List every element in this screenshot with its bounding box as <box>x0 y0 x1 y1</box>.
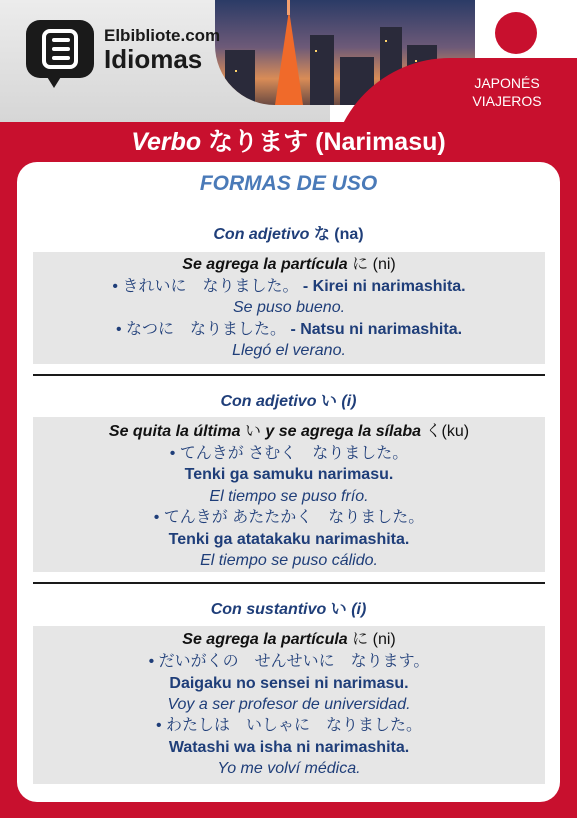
logo-tail <box>44 72 64 88</box>
logo-icon <box>26 20 94 78</box>
example-translation: Voy a ser profesor de universidad. <box>167 696 411 713</box>
rule-char: に <box>352 256 369 273</box>
rule-suffix: (ni) <box>372 631 396 648</box>
title-romaji: (Narimasu) <box>315 128 446 156</box>
page-title <box>0 124 577 160</box>
section-divider <box>33 582 545 584</box>
heading-suffix: (i) <box>351 601 367 618</box>
rule-char2: く <box>425 423 442 440</box>
example-jp-line <box>33 443 545 464</box>
tag-audience: VIAJEROS <box>472 93 542 109</box>
example-romaji: Daigaku no sensei ni narimasu. <box>169 675 409 692</box>
example-translation: Yo me volví médica. <box>217 760 361 777</box>
category-tag <box>452 74 562 110</box>
example-romaji: Tenki ga samuku narimasu. <box>184 466 394 483</box>
header-banner <box>0 0 577 122</box>
title-jp: なります <box>208 128 309 156</box>
example-dash: - <box>298 278 313 295</box>
example-romaji-end: narimashita. <box>366 278 466 295</box>
example-particle: ni <box>352 278 367 295</box>
example-jp: • だいがくの せんせいに なります。 <box>148 653 430 670</box>
rule-lead: Se agrega la partícula <box>182 256 348 273</box>
japan-flag-icon <box>495 12 537 54</box>
rule-line <box>33 421 545 442</box>
section-divider <box>33 374 545 376</box>
example-jp-line <box>33 507 545 528</box>
example-romaji: Watashi wa isha ni narimashita. <box>168 739 410 756</box>
rule-lead: Se quita la última <box>108 423 241 440</box>
heading-char: い <box>330 601 347 618</box>
example-translation: Se puso bueno. <box>232 299 346 316</box>
rule-suffix: (ku) <box>441 423 470 440</box>
example-jp: • わたしは いしゃに なりました。 <box>155 717 423 734</box>
heading-main: Con adjetivo <box>220 393 317 410</box>
rule-line <box>33 629 545 650</box>
example-jp-line <box>33 715 545 736</box>
heading-char: い <box>320 393 337 410</box>
section-heading-i-adjective <box>0 388 577 411</box>
example-romaji: Kirei <box>312 278 353 295</box>
rule-suffix: (ni) <box>372 256 396 273</box>
tokyo-tower-icon <box>275 10 303 105</box>
brand-name: Idiomas <box>104 44 203 74</box>
example-romaji: Tenki ga atatakaku narimashita. <box>168 531 410 548</box>
example-romaji: Natsu <box>300 321 350 338</box>
subtitle: FORMAS DE USO <box>199 172 378 195</box>
example-jp: • きれいに なりました。 <box>112 278 299 295</box>
example-dash: - <box>286 321 301 338</box>
example-line <box>33 276 545 297</box>
heading-char: な <box>313 226 330 243</box>
heading-main: Con sustantivo <box>210 601 327 618</box>
example-romaji-end: narimashita. <box>363 321 463 338</box>
rule-line <box>33 254 545 275</box>
tag-language: JAPONÉS <box>474 75 540 91</box>
section-heading-noun <box>0 596 577 619</box>
rule-lead: Se agrega la partícula <box>182 631 348 648</box>
example-translation: El tiempo se puso cálido. <box>200 552 378 569</box>
example-jp: • てんきが さむく なりました。 <box>169 445 409 462</box>
section-heading-na-adjective <box>0 221 577 244</box>
example-jp: • なつに なりました。 <box>115 321 286 338</box>
heading-suffix: (na) <box>334 226 364 243</box>
rule-char: に <box>352 631 369 648</box>
rule-char: い <box>244 423 261 440</box>
example-jp: • てんきが あたたかく なりました。 <box>153 509 425 526</box>
example-line <box>33 319 545 340</box>
brand-site: Elbibliote.com <box>104 26 221 45</box>
example-jp-line <box>33 651 545 672</box>
heading-suffix: (i) <box>341 393 357 410</box>
title-verbo: Verbo <box>131 128 202 156</box>
rule-mid: y se agrega la sílaba <box>265 423 422 440</box>
example-particle: ni <box>349 321 364 338</box>
example-translation: Llegó el verano. <box>232 342 346 359</box>
heading-main: Con adjetivo <box>213 226 310 243</box>
example-translation: El tiempo se puso frío. <box>209 488 369 505</box>
